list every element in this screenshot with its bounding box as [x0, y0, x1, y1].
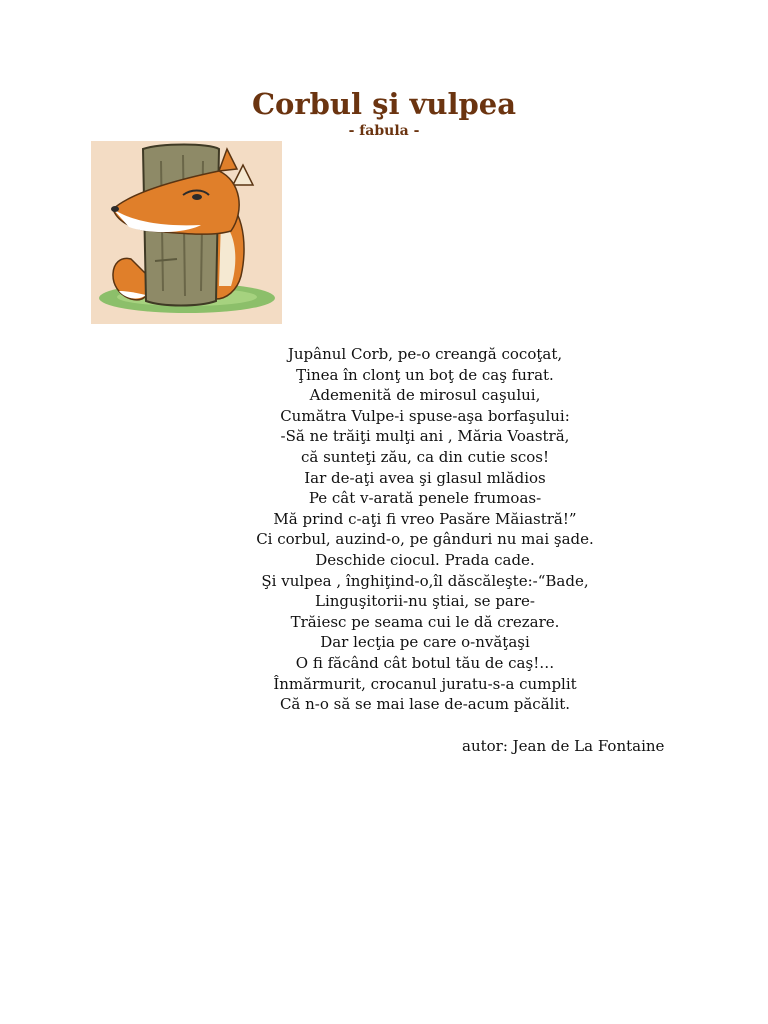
fox-illustration [91, 141, 282, 324]
author-credit: autor: Jean de La Fontaine [462, 737, 665, 755]
poem [0, 344, 768, 715]
poem-line: Că n-o să se mai lase de-acum păcălit. [279, 695, 571, 714]
poem-line: Şi vulpea , înghiţind-o,îl dăscăleşte:-“Bade, [261, 571, 589, 590]
poem-line: Iar de-aţi avea şi glasul mlădios [304, 468, 546, 487]
poem-line: Mă prind c-aţi fi vreo Pasăre Măiastră!” [273, 509, 577, 528]
poem-line: Înmărmurit, crocanul juratu-s-a cumplit [273, 674, 577, 693]
poem-line: Trăiesc pe seama cui le dă crezare. [290, 612, 560, 631]
poem-line: Pe cât v-arată penele frumoas- [308, 489, 542, 508]
poem-line: Dar lecţia pe care o-nvăţaşi [320, 633, 530, 652]
fable-title: Corbul şi vulpea [251, 87, 517, 121]
poem-line: Deschide ciocul. Prada cade. [315, 550, 535, 569]
poem-line: Ci corbul, auzind-o, pe gânduri nu mai şade. [256, 530, 594, 549]
poem-line: Cumătra Vulpe-i spuse-aşa borfaşului: [280, 406, 570, 425]
poem-line: Ademenită de mirosul caşului, [309, 386, 541, 405]
fox-behind-tree-stump-icon [91, 141, 282, 324]
fable-subtitle: - fabula - [348, 123, 420, 139]
poem-line: Ţinea în clonţ un boţ de caş furat. [296, 365, 554, 384]
poem-line: O fi făcând cât botul tău de caş!… [295, 653, 555, 672]
poem-line: Linguşitorii-nu ştiai, se pare- [315, 592, 535, 611]
poem-line: Jupânul Corb, pe-o creangă cocoţat, [287, 345, 563, 363]
poem-line: că sunteţi zău, ca din cutie scos! [301, 447, 549, 466]
poem-line: -Să ne trăiţi mulţi ani , Măria Voastră, [280, 427, 570, 446]
